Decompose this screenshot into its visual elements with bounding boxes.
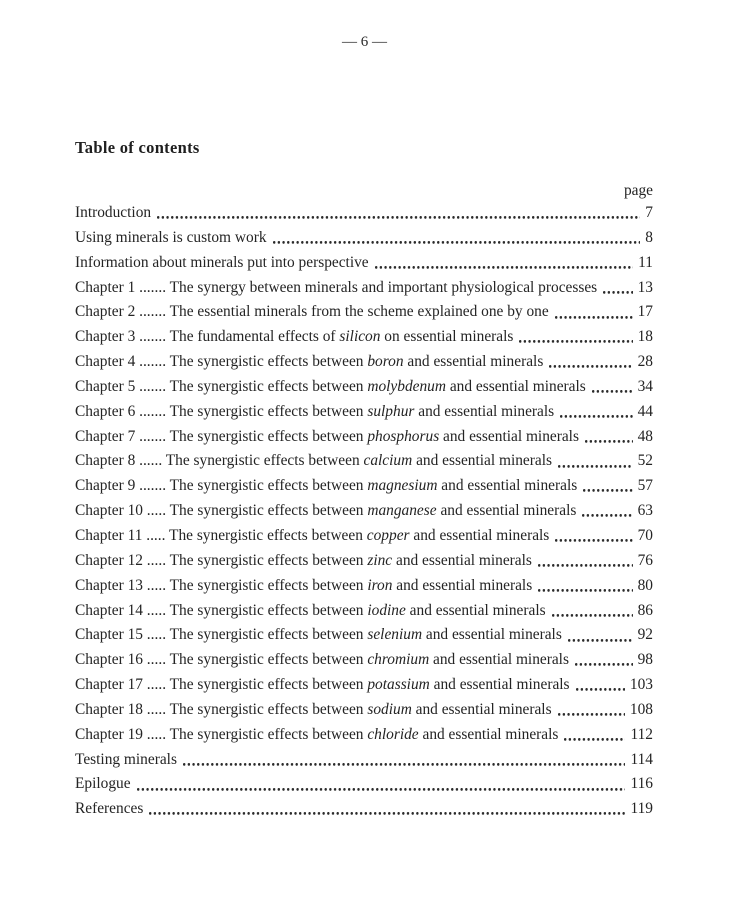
toc-entry-page: 63 <box>637 502 653 520</box>
toc-entry <box>75 723 653 748</box>
toc-entry-text <box>75 673 570 698</box>
dot-leader <box>603 276 632 301</box>
entry-text-segment: Chapter 2 ....... The essential minerals from the scheme explained one by one <box>75 303 549 321</box>
mineral-name-italic: iodine <box>367 601 406 619</box>
dot-leader <box>582 499 632 524</box>
toc-entry <box>75 623 653 648</box>
dot-leader <box>137 772 626 797</box>
toc-entry-page: 103 <box>629 676 653 694</box>
toc-entry <box>75 300 653 325</box>
toc-entry-page: 28 <box>637 353 653 371</box>
mineral-name-italic: selenium <box>367 626 423 644</box>
toc-entry-page: 114 <box>630 750 653 768</box>
entry-text-segment: and essential minerals <box>437 477 578 495</box>
entry-text-segment: Chapter 18 ..... The synergistic effects between <box>75 700 368 718</box>
toc-entry-page: 70 <box>637 526 653 544</box>
toc-entry-text <box>75 474 577 499</box>
toc-entry <box>75 599 653 624</box>
toc-heading: Table of contents <box>75 138 200 157</box>
entry-text-segment: and essential minerals <box>412 452 552 470</box>
dot-leader <box>555 300 633 325</box>
toc-list <box>75 201 653 822</box>
toc-entry-page: 86 <box>637 601 653 619</box>
entry-text-segment: Introduction <box>75 204 152 221</box>
toc-entry-text <box>75 375 586 400</box>
toc-entry-text <box>75 599 546 624</box>
toc-entry-page: 112 <box>630 725 653 743</box>
toc-entry <box>75 449 653 474</box>
toc-entry-text <box>75 549 532 574</box>
entry-text-segment: and essential minerals <box>405 601 546 619</box>
entry-text-segment: Chapter 16 ..... The synergistic effects between <box>75 651 368 669</box>
toc-entry <box>75 375 653 400</box>
toc-entry <box>75 425 653 450</box>
toc-entry-text <box>75 226 267 251</box>
entry-text-segment: Chapter 7 ....... The synergistic effects between <box>75 427 368 445</box>
entry-text-segment: Chapter 11 ..... The synergistic effects between <box>75 526 367 544</box>
entry-text-segment: and essential minerals <box>436 502 577 520</box>
mineral-name-italic: sodium <box>367 700 412 718</box>
toc-entry-text <box>75 772 131 797</box>
mineral-name-italic: molybdenum <box>367 377 446 395</box>
entry-text-segment: Chapter 3 ....... The fundamental effects of <box>75 328 340 346</box>
toc-entry-text <box>75 400 554 425</box>
toc-entry <box>75 226 653 251</box>
dot-leader <box>560 400 632 425</box>
mineral-name-italic: chromium <box>367 651 430 669</box>
dot-leader <box>592 375 633 400</box>
toc-entry <box>75 748 653 773</box>
entry-text-segment: Information about minerals put into perspective <box>75 253 369 271</box>
dot-leader <box>183 748 626 773</box>
entry-text-segment: and essential minerals <box>418 725 559 743</box>
mineral-name-italic: boron <box>367 353 404 371</box>
entry-text-segment: Chapter 1 ....... The synergy between minerals and important physiological processes <box>75 278 598 296</box>
entry-text-segment: Testing minerals <box>75 750 177 768</box>
entry-text-segment: and essential minerals <box>403 353 544 371</box>
mineral-name-italic: potassium <box>367 676 430 694</box>
toc-entry <box>75 350 653 375</box>
toc-entry-text <box>75 723 558 748</box>
entry-text-segment: Chapter 4 ....... The synergistic effects between <box>75 353 368 371</box>
dot-leader <box>558 449 633 474</box>
toc-entry-page: 17 <box>637 303 653 321</box>
dot-leader <box>583 474 632 499</box>
mineral-name-italic: manganese <box>367 502 437 520</box>
toc-entry-page: 44 <box>637 402 653 420</box>
toc-entry-text <box>75 623 562 648</box>
toc-entry-text <box>75 201 151 226</box>
entry-text-segment: and essential minerals <box>422 626 562 644</box>
toc-entry-page: 119 <box>630 800 653 818</box>
dot-leader <box>564 723 625 748</box>
entry-text-segment: and essential minerals <box>429 651 569 669</box>
entry-text-segment: Chapter 14 ..... The synergistic effects between <box>75 601 368 619</box>
toc-entry-page: 48 <box>637 427 653 445</box>
toc-entry <box>75 276 653 301</box>
toc-entry-text <box>75 574 532 599</box>
toc-entry <box>75 499 653 524</box>
toc-entry <box>75 251 653 276</box>
dot-leader <box>576 673 625 698</box>
dot-leader <box>575 648 633 673</box>
mineral-name-italic: iron <box>367 576 393 594</box>
entry-text-segment: Epilogue <box>75 775 131 793</box>
toc-entry-text <box>75 350 543 375</box>
toc-entry-page: 98 <box>637 651 653 669</box>
entry-text-segment: Chapter 9 ....... The synergistic effects between <box>75 477 368 495</box>
toc-entry-page: 11 <box>638 253 653 271</box>
toc-entry <box>75 673 653 698</box>
toc-entry-text <box>75 797 143 822</box>
toc-entry <box>75 524 653 549</box>
entry-text-segment: Chapter 10 ..... The synergistic effects between <box>75 502 368 520</box>
dot-leader <box>552 599 633 624</box>
dot-leader <box>149 797 625 822</box>
entry-text-segment: Chapter 17 ..... The synergistic effects between <box>75 676 368 694</box>
mineral-name-italic: copper <box>366 526 410 544</box>
toc-entry-text <box>75 748 177 773</box>
entry-text-segment: and essential minerals <box>429 676 570 694</box>
toc-entry-text <box>75 325 513 350</box>
dot-leader <box>555 524 632 549</box>
entry-text-segment: and essential minerals <box>409 526 550 544</box>
toc-entry-text <box>75 524 549 549</box>
toc-entry <box>75 201 653 226</box>
toc-entry-page: 108 <box>629 700 653 718</box>
entry-text-segment: and essential minerals <box>446 377 586 395</box>
toc-entry-page: 76 <box>637 551 653 569</box>
toc-entry-page: 13 <box>637 278 653 296</box>
entry-text-segment: Chapter 15 ..... The synergistic effects between <box>75 626 368 644</box>
toc-entry-text <box>75 251 369 276</box>
entry-text-segment: and essential minerals <box>411 700 552 718</box>
toc-entry-page: 34 <box>637 377 653 395</box>
toc-entry-page: 80 <box>637 576 653 594</box>
dot-leader <box>558 698 625 723</box>
folio-page-number: — 6 — <box>342 34 387 50</box>
mineral-name-italic: magnesium <box>367 477 438 495</box>
toc-entry-text <box>75 648 569 673</box>
toc-entry-text <box>75 276 597 301</box>
dot-leader <box>157 201 640 226</box>
dot-leader <box>375 251 634 276</box>
entry-text-segment: Using minerals is custom work <box>75 228 267 246</box>
toc-entry-text <box>75 698 552 723</box>
toc-entry <box>75 325 653 350</box>
toc-entry <box>75 648 653 673</box>
entry-text-segment: on essential minerals <box>380 328 514 346</box>
page-column-label: page <box>623 182 653 199</box>
mineral-name-italic: sulphur <box>367 402 415 420</box>
dot-leader <box>519 325 632 350</box>
mineral-name-italic: calcium <box>363 452 413 470</box>
toc-entry-text <box>75 425 579 450</box>
dot-leader <box>538 549 633 574</box>
entry-text-segment: References <box>75 800 144 818</box>
toc-entry <box>75 549 653 574</box>
dot-leader <box>273 226 641 251</box>
mineral-name-italic: phosphorus <box>367 427 440 445</box>
entry-text-segment: Chapter 13 ..... The synergistic effects between <box>75 576 368 594</box>
entry-text-segment: Chapter 8 ...... The synergistic effects between <box>75 452 364 470</box>
toc-entry-page: 8 <box>645 228 653 246</box>
toc-entry-page: 92 <box>637 626 653 644</box>
toc-entry <box>75 474 653 499</box>
toc-entry <box>75 400 653 425</box>
dot-leader <box>585 425 633 450</box>
toc-entry <box>75 574 653 599</box>
entry-text-segment: and essential minerals <box>414 402 555 420</box>
toc-entry-text <box>75 499 576 524</box>
entry-text-segment: and essential minerals <box>392 576 533 594</box>
entry-text-segment: Chapter 12 ..... The synergistic effects between <box>75 551 368 569</box>
toc-entry-page: 52 <box>637 452 653 470</box>
dot-leader <box>549 350 632 375</box>
toc-entry <box>75 772 653 797</box>
mineral-name-italic: chloride <box>367 725 419 743</box>
entry-text-segment: Chapter 5 ....... The synergistic effects between <box>75 377 368 395</box>
toc-entry-text <box>75 300 549 325</box>
toc-entry <box>75 698 653 723</box>
mineral-name-italic: zinc <box>367 551 393 569</box>
dot-leader <box>568 623 633 648</box>
entry-text-segment: and essential minerals <box>392 551 532 569</box>
toc-entry <box>75 797 653 822</box>
dot-leader <box>538 574 632 599</box>
entry-text-segment: Chapter 19 ..... The synergistic effects between <box>75 725 368 743</box>
toc-entry-page: 116 <box>630 775 653 793</box>
entry-text-segment: Chapter 6 ....... The synergistic effects between <box>75 402 368 420</box>
mineral-name-italic: silicon <box>339 328 381 346</box>
toc-entry-page: 18 <box>637 328 653 346</box>
entry-text-segment: and essential minerals <box>439 427 579 445</box>
toc-entry-text <box>75 449 552 474</box>
toc-entry-page: 7 <box>645 204 653 221</box>
toc-entry-page: 57 <box>637 477 653 495</box>
